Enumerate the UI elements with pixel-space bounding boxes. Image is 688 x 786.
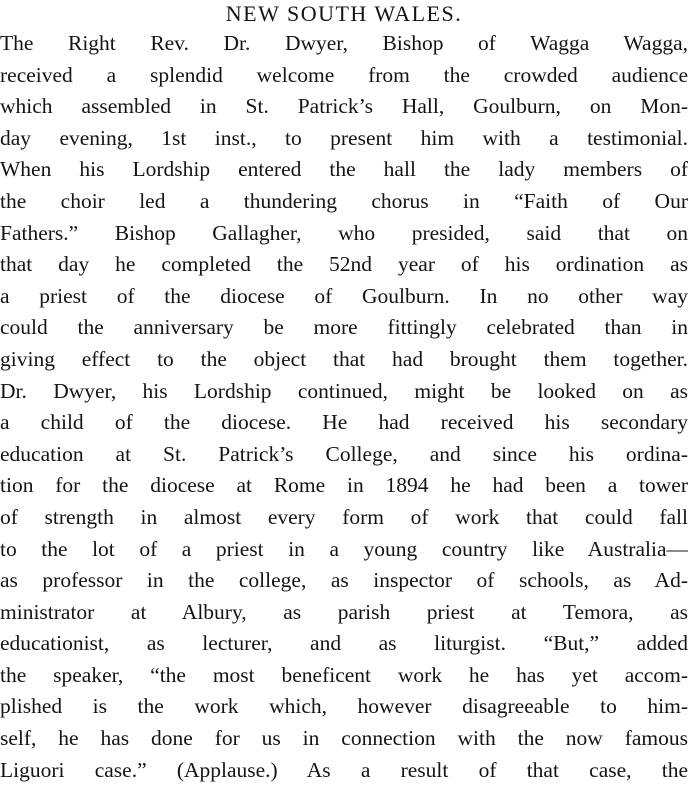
article-line: a child of the diocese. He had received his secondary xyxy=(0,410,688,435)
article-line: the choir led a thundering chorus in “Faith of Our xyxy=(0,188,688,213)
article-line: of strength in almost every form of work that could fall xyxy=(0,504,688,529)
article-line: tion for the diocese at Rome in 1894 he had been a tower xyxy=(0,473,688,498)
article-headline: NEW SOUTH WALES. xyxy=(225,1,463,26)
article-line: to the lot of a priest in a young country like Australia— xyxy=(0,536,688,561)
article-line: educationist, as lecturer, and as liturgist. “But,” added xyxy=(0,631,688,656)
article-line: that day he completed the 52nd year of his ordination as xyxy=(0,252,688,277)
article-line: as professor in the college, as inspector of schools, as Ad- xyxy=(0,568,688,593)
article-line: the speaker, “the most beneficent work he has yet accom- xyxy=(0,662,688,687)
article-body xyxy=(0,28,688,786)
article-line: giving effect to the object that had brought them together. xyxy=(0,346,688,371)
article-line: The Right Rev. Dr. Dwyer, Bishop of Wagga Wagga, xyxy=(0,31,688,55)
article-line: self, he has done for us in connection with the now famous xyxy=(0,726,688,751)
article-line: plished is the work which, however disagreeable to him- xyxy=(0,694,688,719)
article-line: ministrator at Albury, as parish priest at Temora, as xyxy=(0,599,688,624)
article-line: which assembled in St. Patrick’s Hall, Goulburn, on Mon- xyxy=(0,94,688,119)
article-line: a priest of the diocese of Goulburn. In no other way xyxy=(0,283,688,308)
article-line: Dr. Dwyer, his Lordship continued, might be looked on as xyxy=(0,378,688,403)
article-line: could the anniversary be more fittingly celebrated than in xyxy=(0,315,688,340)
article-line: Liguori case.” (Applause.) As a result of that case, the xyxy=(0,757,688,782)
article-line: Fathers.” Bishop Gallagher, who presided, said that on xyxy=(0,220,688,245)
article-line: day evening, 1st inst., to present him with a testimonial. xyxy=(0,125,688,150)
article-line: education at St. Patrick’s College, and since his ordina- xyxy=(0,441,688,466)
article-line: received a splendid welcome from the crowded audience xyxy=(0,62,688,87)
article-line: When his Lordship entered the hall the lady members of xyxy=(0,157,688,182)
